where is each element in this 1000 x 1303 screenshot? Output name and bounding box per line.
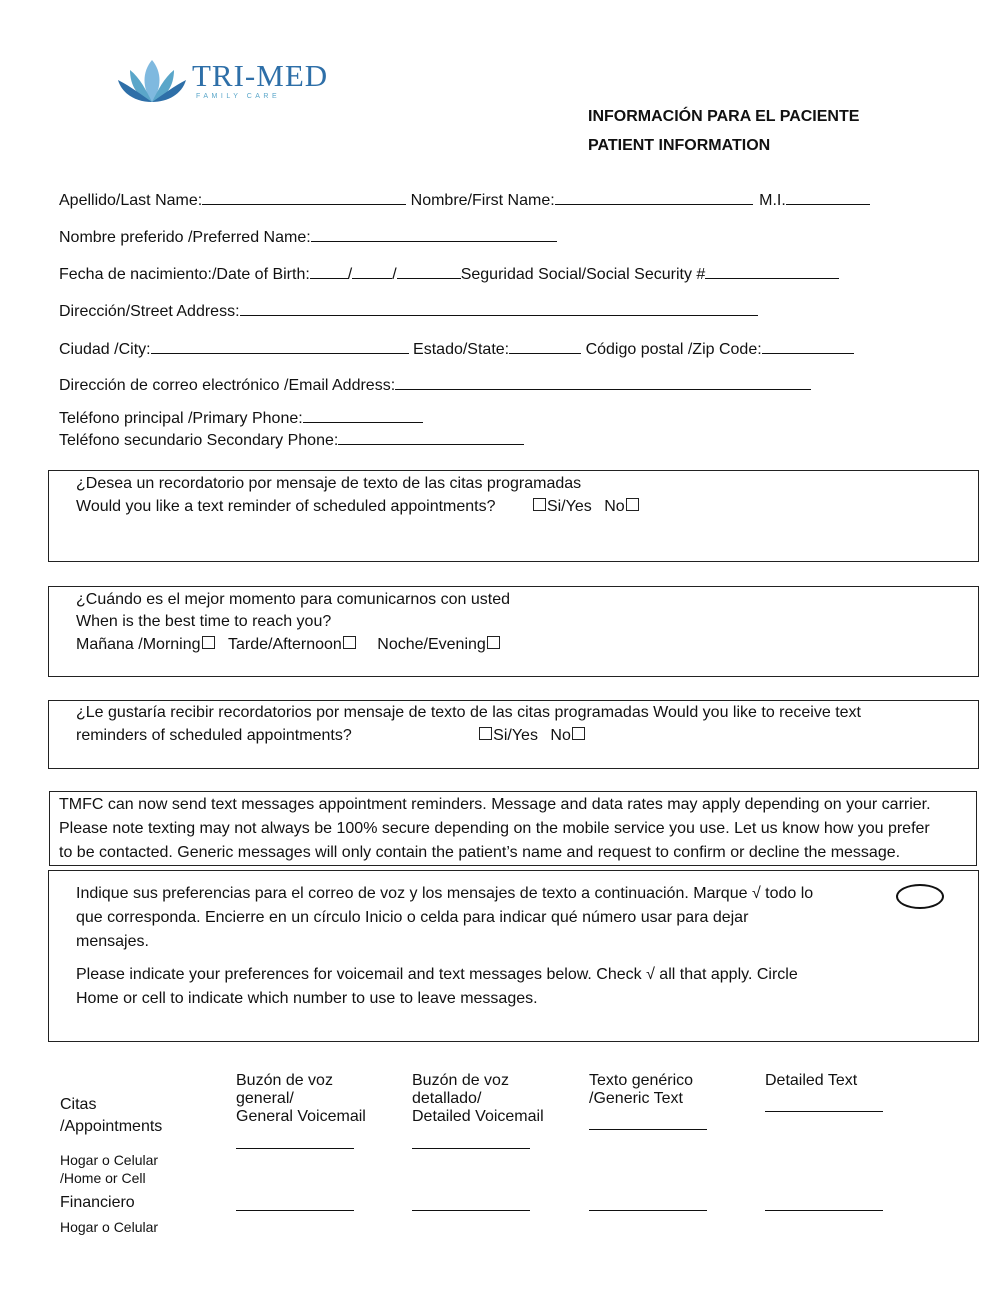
pref-es-line3: mensajes.	[76, 933, 149, 950]
fin-general-voicemail-field[interactable]	[236, 1210, 354, 1211]
mi-label: M.I.	[759, 192, 786, 209]
time-options	[76, 634, 501, 656]
pref-en-line1: Please indicate your preferences for voicemail and text messages below. Check √ all that apply. Circle	[76, 966, 798, 983]
appt-detailed-text-field[interactable]	[765, 1111, 883, 1112]
logo-name: TRI-MED	[192, 58, 329, 93]
appt-detailed-voicemail-field[interactable]	[412, 1148, 530, 1149]
row-financial-sub: Hogar o Celular	[60, 1219, 159, 1235]
secondary-phone-field[interactable]	[338, 428, 524, 445]
appt-generic-text-field[interactable]	[589, 1129, 707, 1130]
row-appointments-label: Citas /Appointments	[60, 1096, 163, 1135]
primary-phone-field[interactable]	[303, 406, 423, 423]
dob-month-field[interactable]	[310, 262, 348, 279]
text-reminder-box	[48, 470, 979, 562]
first-name-label: Nombre/First Name:	[410, 192, 555, 209]
appt-general-voicemail-field[interactable]	[236, 1148, 354, 1149]
title-es: INFORMACIÓN PARA EL PACIENTE	[588, 108, 860, 125]
notice-line1: TMFC can now send text messages appointment reminders. Message and data rates may apply depending on your carrier.	[59, 796, 931, 813]
texting-notice-box	[49, 791, 977, 866]
pref-es-line2: que corresponda. Encierre en un círculo Inicio o celda para indicar qué número usar para dejar	[76, 909, 749, 926]
name-row	[59, 188, 870, 210]
email-field[interactable]	[395, 373, 811, 390]
street-field[interactable]	[240, 299, 758, 316]
preferences-box	[48, 870, 979, 1042]
box3-question-line1: ¿Le gustaría recibir recordatorios por mensaje de texto de las citas programadas Would you like to receive text	[76, 704, 861, 721]
last-name-label: Apellido/Last Name:	[59, 192, 203, 209]
morning-checkbox[interactable]	[202, 636, 215, 649]
yes-option[interactable]: Si/Yes	[478, 727, 538, 744]
fin-generic-text-field[interactable]	[589, 1210, 707, 1211]
title-en: PATIENT INFORMATION	[588, 137, 771, 154]
last-name-field[interactable]	[202, 188, 406, 205]
pref-en-line2: Home or cell to indicate which number to use to leave messages.	[76, 990, 538, 1007]
street-label: Dirección/Street Address:	[59, 303, 240, 320]
col-generic-text: Texto genérico /Generic Text	[589, 1072, 694, 1107]
primary-phone-label: Teléfono principal /Primary Phone:	[59, 410, 303, 427]
email-label: Dirección de correo electrónico /Email Address:	[59, 377, 396, 394]
dob-sep: /	[392, 266, 397, 283]
preferred-name-row	[59, 225, 557, 247]
box2-question-en: When is the best time to reach you?	[76, 613, 332, 630]
city-label: Ciudad /City:	[59, 341, 151, 358]
notice-line3: to be contacted. Generic messages will only contain the patient’s name and request to confirm or decline the message.	[59, 844, 901, 861]
city-row	[59, 337, 854, 359]
pref-es-line1: Indique sus preferencias para el correo de voz y los mensajes de texto a continuación. Marque √ todo lo	[76, 885, 814, 902]
city-field[interactable]	[151, 337, 409, 354]
zip-label: Código postal /Zip Code:	[585, 341, 762, 358]
dob-row	[59, 262, 839, 284]
fin-detailed-text-field[interactable]	[765, 1210, 883, 1211]
email-row	[59, 373, 811, 395]
ssn-label: Seguridad Social/Social Security #	[460, 266, 706, 283]
dob-sep: /	[347, 266, 353, 283]
secondary-phone-label: Teléfono secundario Secondary Phone:	[59, 432, 339, 449]
contact-time-box	[48, 586, 979, 677]
preferred-name-label: Nombre preferido /Preferred Name:	[59, 229, 311, 246]
yes-checkbox[interactable]	[533, 498, 546, 511]
lotus-icon	[116, 58, 188, 104]
notice-line2: Please note texting may not always be 100% secure depending on the mobile service you use. Let us know how you prefer	[59, 820, 930, 837]
logo-tagline: FAMILY CARE	[196, 93, 281, 100]
dob-day-field[interactable]	[352, 262, 392, 279]
no-checkbox[interactable]	[626, 498, 639, 511]
box2-question-es: ¿Cuándo es el mejor momento para comunicarnos con usted	[76, 591, 510, 608]
col-detailed-text: Detailed Text	[765, 1072, 858, 1089]
no-option[interactable]: No	[604, 498, 639, 515]
morning-option[interactable]: Mañana /Morning	[76, 636, 216, 653]
circle-example-icon	[896, 884, 944, 909]
no-checkbox[interactable]	[572, 727, 585, 740]
row-financial-label: Financiero	[60, 1194, 135, 1211]
first-name-field[interactable]	[555, 188, 753, 205]
box3-question-line2: reminders of scheduled appointments? Si/Yes No	[76, 725, 586, 747]
no-option[interactable]: No	[550, 727, 585, 744]
state-label: Estado/State:	[413, 341, 510, 358]
primary-phone-row	[59, 406, 423, 428]
yes-option[interactable]: Si/Yes	[532, 498, 592, 515]
logo	[116, 56, 346, 106]
preferred-name-field[interactable]	[311, 225, 557, 242]
box1-question-en: Would you like a text reminder of scheduled appointments? Si/Yes No	[76, 496, 640, 518]
ssn-field[interactable]	[705, 262, 839, 279]
receive-reminders-box	[48, 700, 979, 769]
col-detailed-voicemail: Buzón de voz detallado/ Detailed Voicemail	[412, 1072, 544, 1125]
afternoon-option[interactable]: Tarde/Afternoon	[228, 636, 357, 653]
fin-detailed-voicemail-field[interactable]	[412, 1210, 530, 1211]
evening-checkbox[interactable]	[487, 636, 500, 649]
secondary-phone-row	[59, 428, 524, 450]
dob-year-field[interactable]	[397, 262, 461, 279]
yes-checkbox[interactable]	[479, 727, 492, 740]
afternoon-checkbox[interactable]	[343, 636, 356, 649]
row-appointments-sub: Hogar o Celular /Home or Cell	[60, 1152, 159, 1186]
evening-option[interactable]: Noche/Evening	[377, 636, 501, 653]
state-field[interactable]	[509, 337, 581, 354]
dob-label: Fecha de nacimiento:/Date of Birth:	[59, 266, 310, 283]
zip-field[interactable]	[762, 337, 854, 354]
col-general-voicemail: Buzón de voz general/ General Voicemail	[236, 1072, 366, 1125]
box1-question-es: ¿Desea un recordatorio por mensaje de texto de las citas programadas	[76, 475, 582, 492]
street-row	[59, 299, 758, 321]
mi-field[interactable]	[786, 188, 870, 205]
